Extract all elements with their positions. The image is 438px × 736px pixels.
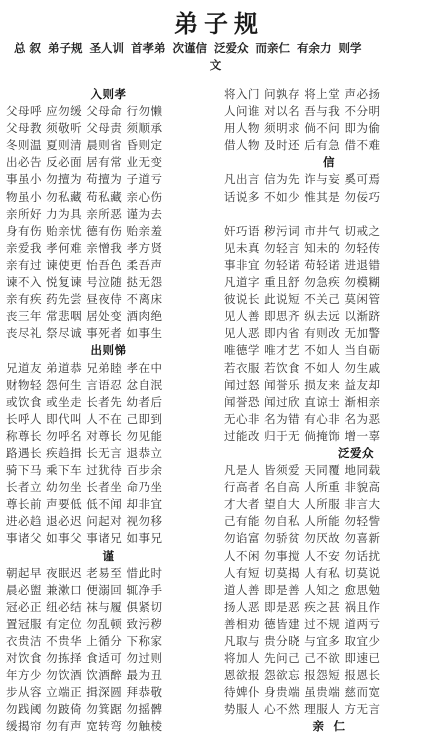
- verse-line: 对饮食 勿拣择 食适可 勿过则: [6, 651, 163, 666]
- section-heading: 出则悌: [90, 343, 127, 358]
- toc-item-tail[interactable]: 文: [209, 58, 222, 72]
- verse-line: 唯德学 唯才艺 不如人 当自砺: [224, 343, 381, 358]
- verse-line: 亲爱我 孝何难 亲憎我 孝方贤: [6, 240, 163, 255]
- verse-line: 将加人 先问己 己不欲 即速已: [224, 651, 381, 666]
- verse-line: 人问谁 对以名 吾与我 不分明: [224, 104, 381, 119]
- table-of-contents: [14, 40, 424, 74]
- toc-item[interactable]: 次谨信: [172, 41, 208, 55]
- verse-line: 兄道友 弟道恭 兄弟睦 孝在中: [6, 360, 163, 375]
- verse-line: 冠必正 纽必结 袜与履 俱紧切: [6, 599, 163, 614]
- verse-line: 路遇长 疾趋揖 长无言 退恭立: [6, 445, 163, 460]
- verse-line: 势服人 心不然 理服人 方无言: [224, 702, 381, 717]
- page-title: 弟子规: [174, 9, 264, 38]
- section-heading: 泛爱众: [338, 445, 374, 460]
- toc-item[interactable]: 首孝弟: [131, 41, 166, 55]
- verse-line: 缓揭帘 勿有声 宽转弯 勿触棱: [6, 719, 163, 734]
- verse-line: 勿谄富 勿骄贫 勿厌故 勿喜新: [224, 531, 381, 546]
- verse-line: 善相劝 德皆建 过不规 道两亏: [224, 616, 381, 631]
- verse-line: 话说多 不如少 惟其是 勿佞巧: [224, 189, 381, 204]
- right-text-column: [224, 86, 434, 736]
- section-heading: 信: [323, 155, 335, 170]
- verse-line: 丧尽礼 祭尽诚 事死者 如事生: [6, 326, 163, 341]
- toc-item[interactable]: 总 叙: [14, 41, 42, 55]
- verse-line: 事虽小 勿擅为 苟擅为 子道亏: [6, 172, 163, 187]
- verse-line: 尊长前 声要低 低不闻 却非宜: [6, 497, 163, 512]
- toc-item[interactable]: 圣人训: [89, 41, 125, 55]
- verse-line: 凡出言 信为先 诈与妄 奚可焉: [224, 172, 381, 187]
- section-heading: 谨: [102, 548, 115, 563]
- verse-line: 恩欲报 怨欲忘 报怨短 报恩长: [224, 668, 381, 683]
- verse-line: 待婢仆 身贵端 虽贵端 慈而宽: [224, 685, 381, 700]
- verse-line: 步从容 立端正 揖深圆 拜恭敬: [6, 685, 163, 700]
- verse-line: 长呼人 即代叫 人不在 己即到: [6, 411, 163, 426]
- toc-item[interactable]: 则学: [338, 41, 362, 55]
- verse-line: 事诸父 如事父 事诸兄 如事兄: [6, 531, 163, 546]
- verse-line: 年方少 勿饮酒 饮酒醉 最为丑: [6, 668, 163, 683]
- toc-item[interactable]: 弟子规: [48, 41, 83, 55]
- verse-line: 无心非 名为错 有心非 名为恶: [224, 411, 381, 426]
- section-heading: 入则孝: [90, 87, 127, 101]
- verse-line: 身有伤 贻亲忧 德有伤 贻亲羞: [6, 223, 163, 238]
- verse-line: 父母呼 应勿缓 父母命 行勿懒: [6, 104, 163, 119]
- verse-line: 物虽小 勿私藏 苟私藏 亲心伤: [6, 189, 163, 204]
- verse-line: 闻过怒 闻誉乐 损友来 益友却: [224, 377, 381, 392]
- verse-line: 见未真 勿轻言 知未的 勿轻传: [224, 240, 381, 255]
- toc-item[interactable]: 有余力: [297, 41, 332, 55]
- verse-line: 骑下马 乘下车 过犹待 百步余: [6, 463, 163, 478]
- toc-item[interactable]: 泛爱众: [214, 41, 249, 55]
- verse-line: 财物轻 怨何生 言语忍 忿自泯: [6, 377, 163, 392]
- section-heading: 亲 仁: [312, 719, 346, 734]
- verse-line: 勿践阈 勿跛倚 勿箕踞 勿摇髀: [6, 702, 163, 717]
- verse-line: 朝起早 夜眠迟 老易至 惜此时: [6, 565, 163, 580]
- verse-line: 置冠服 有定位 勿乱顿 致污秽: [6, 616, 163, 631]
- verse-line: 或饮食 或坐走 长者先 幼者后: [6, 394, 163, 409]
- verse-line: 奸巧语 秽污词 市井气 切戒之: [224, 223, 381, 238]
- verse-line: 若衣服 若饮食 不如人 勿生戚: [224, 360, 381, 375]
- verse-line: 晨必盥 兼漱口 便溺回 辄净手: [6, 582, 163, 597]
- verse-line: 借人物 及时还 后有急 借不难: [224, 138, 381, 153]
- verse-line: 出必告 反必面 居有常 业无变: [6, 155, 163, 170]
- verse-line: 扬人恶 即是恶 疾之甚 祸且作: [224, 599, 381, 614]
- toc-item[interactable]: 而亲仁: [255, 41, 291, 55]
- verse-line: 长者立 幼勿坐 长者坐 命乃坐: [6, 480, 163, 495]
- verse-line: 道人善 即是善 人知之 愈思勉: [224, 582, 381, 597]
- verse-line: 事非宜 勿轻诺 苟轻诺 进退错: [224, 257, 381, 272]
- verse-line: 用人物 须明求 倘不问 即为偷: [224, 121, 381, 136]
- verse-line: 亲有疾 药先尝 昼夜侍 不离床: [6, 292, 163, 307]
- verse-line: 过能改 归于无 倘掩饰 增一辜: [224, 428, 381, 443]
- verse-line: 冬则温 夏则清 晨则省 昏则定: [6, 138, 163, 153]
- verse-line: 亲有过 谏使更 怡吾色 柔吾声: [6, 257, 163, 272]
- verse-line: 父母教 须敬听 父母责 须顺承: [6, 121, 163, 136]
- verse-line: 闻誉恐 闻过欣 直谅士 渐相亲: [224, 394, 381, 409]
- verse-line: 见人恶 即内省 有则改 无加警: [224, 326, 381, 341]
- verse-line: 人不闲 勿事搅 人不安 勿话扰: [224, 548, 381, 563]
- left-text-column: [6, 86, 211, 736]
- verse-line: 凡道字 重且舒 勿急疾 勿模糊: [224, 275, 381, 290]
- verse-line: 才大者 望自大 人所服 非言大: [224, 497, 381, 512]
- verse-line: 行高者 名自高 人所重 非貌高: [224, 480, 381, 495]
- verse-line: 人有短 切莫揭 人有私 切莫说: [224, 565, 381, 580]
- verse-line: 谏不入 悦复谏 号泣随 挞无怨: [6, 275, 163, 290]
- verse-line: 彼说长 此说短 不关己 莫闲管: [224, 292, 381, 307]
- verse-line: 凡取与 贵分晓 与宜多 取宜少: [224, 634, 381, 648]
- verse-line: 亲所好 力为具 亲所恶 谨为去: [6, 206, 163, 221]
- verse-line: 凡是人 皆须爱 天同覆 地同载: [224, 463, 381, 478]
- verse-line: 见人善 即思齐 纵去远 以渐跻: [224, 309, 381, 324]
- verse-line: 己有能 勿自私 人所能 勿轻訾: [224, 514, 381, 529]
- verse-line: 进必趋 退必迟 问起对 视勿移: [6, 514, 163, 529]
- verse-line: 衣贵洁 不贵华 上循分 下称家: [6, 634, 163, 648]
- verse-line: 称尊长 勿呼名 对尊长 勿见能: [6, 428, 163, 443]
- verse-line: [224, 206, 434, 223]
- verse-line: 将入门 问孰存 将上堂 声必扬: [224, 87, 381, 101]
- verse-line: 丧三年 常悲咽 居处变 酒肉绝: [6, 309, 163, 324]
